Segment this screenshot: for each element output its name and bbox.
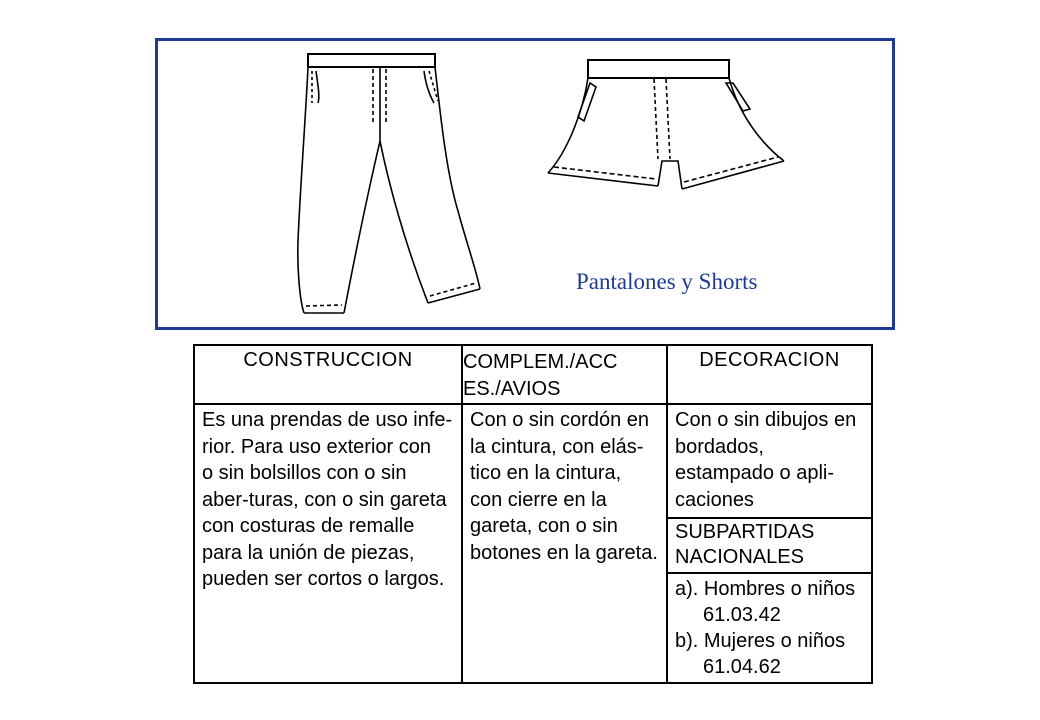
decoracion-line: caciones [675, 488, 754, 511]
garment-illustration [158, 41, 892, 327]
header-complementos-line2: ES./AVIOS [463, 378, 561, 400]
decoracion-cell [667, 404, 872, 518]
construccion-line: rior. Para uso exterior con [202, 435, 431, 458]
figure-caption: Pantalones y Shorts [576, 269, 758, 294]
header-decoracion [667, 345, 872, 404]
subpartida-b-code: 61.04.62 [703, 656, 781, 678]
complementos-line: la cintura, con elás- [470, 435, 644, 458]
complementos-line: tico en la cintura, [470, 462, 622, 484]
header-complementos-line1: COMPLEM./ACC [463, 351, 618, 373]
construccion-line: Es una prendas de uso infe- [202, 409, 453, 431]
decoracion-line: bordados, [675, 435, 764, 458]
subpartidas-title-line2: NACIONALES [675, 546, 804, 568]
shorts-drawing [548, 60, 784, 189]
construccion-line: o sin bolsillos con o sin [202, 462, 407, 484]
construccion-line: pueden ser cortos o largos. [202, 568, 445, 590]
garment-illustration-frame [155, 38, 895, 330]
header-construccion [194, 345, 462, 404]
header-complementos [462, 345, 667, 404]
complementos-cell [462, 404, 667, 683]
construccion-line: aber-turas, con o sin gareta [202, 488, 447, 511]
complementos-line: gareta, con o sin [470, 515, 618, 537]
construccion-line: para la unión de piezas, [202, 541, 415, 564]
header-decoracion-label: DECORACION [699, 349, 840, 371]
construccion-line: con costuras de remalle [202, 515, 415, 537]
subpartidas-header-cell [667, 518, 872, 573]
header-construccion-label: CONSTRUCCION [243, 349, 413, 371]
subpartidas-values-cell [667, 573, 872, 683]
complementos-line: Con o sin cordón en [470, 409, 650, 431]
decoracion-line: estampado o apli- [675, 462, 834, 484]
decoracion-line: Con o sin dibujos en [675, 409, 857, 431]
complementos-line: con cierre en la [470, 488, 607, 511]
subpartidas-title-line1: SUBPARTIDAS [675, 521, 815, 543]
subpartida-a-code: 61.03.42 [703, 604, 781, 626]
subpartida-b-label: b). Mujeres o niños [675, 630, 846, 652]
construccion-cell [194, 404, 462, 683]
garment-spec-table [193, 344, 873, 684]
subpartida-a-label: a). Hombres o niños [675, 578, 856, 600]
complementos-line: botones en la gareta. [470, 541, 658, 564]
pants-drawing [298, 54, 480, 313]
